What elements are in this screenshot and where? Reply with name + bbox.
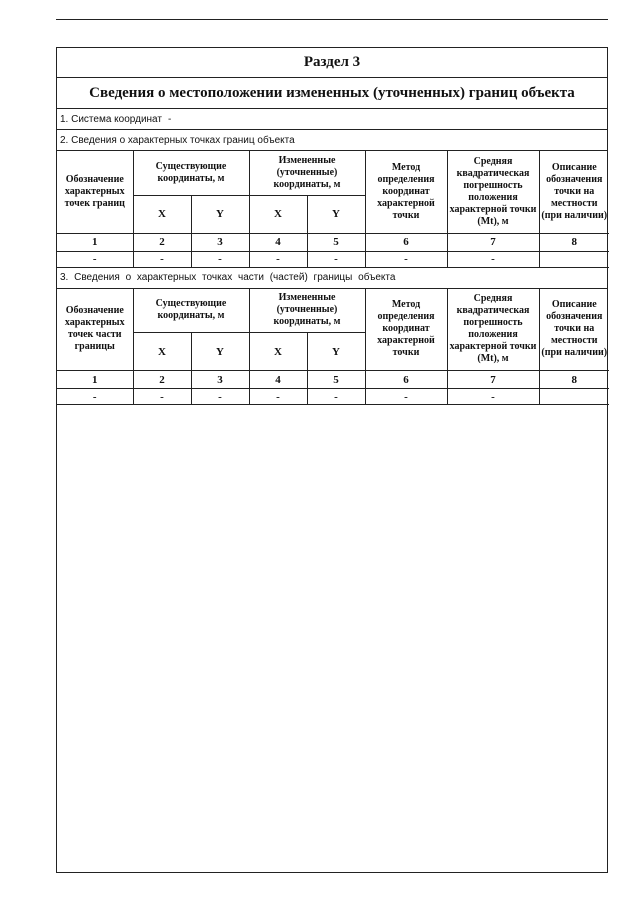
table1-cell: - bbox=[133, 251, 191, 267]
table1-cell: - bbox=[57, 251, 133, 267]
table2-cell: - bbox=[249, 389, 307, 405]
table2-header-point-designation: Обозначение характерных точек части границы bbox=[57, 289, 133, 371]
section-subtitle: Сведения о местоположении измененных (уточненных) границ объекта bbox=[57, 78, 607, 109]
table-row bbox=[57, 251, 609, 267]
table2-cell: - bbox=[133, 389, 191, 405]
table2-colnum: 3 bbox=[191, 371, 249, 389]
table2-colnum: 2 bbox=[133, 371, 191, 389]
table1-colnum: 1 bbox=[57, 233, 133, 251]
table1-colnum: 7 bbox=[447, 233, 539, 251]
table1-colnum: 3 bbox=[191, 233, 249, 251]
table1-colnum: 8 bbox=[539, 233, 609, 251]
table1-colnum: 5 bbox=[307, 233, 365, 251]
table1-cell: - bbox=[365, 251, 447, 267]
table2-header-method: Метод определения координат характерной точки bbox=[365, 289, 447, 371]
table2-colnum: 5 bbox=[307, 371, 365, 389]
table1-colnum: 6 bbox=[365, 233, 447, 251]
table2-cell: - bbox=[191, 389, 249, 405]
table1-colnum: 4 bbox=[249, 233, 307, 251]
table2-header-x-changed: X bbox=[249, 333, 307, 371]
table1-header-x-existing: X bbox=[133, 195, 191, 233]
table1-cell: - bbox=[249, 251, 307, 267]
table1-header-y-existing: Y bbox=[191, 195, 249, 233]
table2-header-changed-coords: Измененные (уточненные) координаты, м bbox=[249, 289, 365, 333]
table2-colnum: 4 bbox=[249, 371, 307, 389]
table2-column-numbers bbox=[57, 371, 609, 389]
table2-cell: - bbox=[307, 389, 365, 405]
coordinate-system-value: - bbox=[167, 113, 172, 125]
table1-colnum: 2 bbox=[133, 233, 191, 251]
coordinate-system-line bbox=[57, 109, 607, 130]
table2-colnum: 7 bbox=[447, 371, 539, 389]
table1-column-numbers bbox=[57, 233, 609, 251]
table1-cell: - bbox=[447, 251, 539, 267]
table1-title: 2. Сведения о характерных точках границ объекта bbox=[57, 130, 607, 151]
table1-header-method: Метод определения координат характерной точки bbox=[365, 151, 447, 233]
table2-colnum: 8 bbox=[539, 371, 609, 389]
table2-header-mean-error: Средняя квадратическая погрешность положения характерной точки (Mt), м bbox=[447, 289, 539, 371]
table2-colnum: 6 bbox=[365, 371, 447, 389]
table2-cell: - bbox=[57, 389, 133, 405]
table2-header-y-existing: Y bbox=[191, 333, 249, 371]
table-row bbox=[57, 389, 609, 405]
table1-cell bbox=[539, 251, 609, 267]
table2-title: 3. Сведения о характерных точках части (частей) границы объекта bbox=[57, 268, 607, 289]
table2-cell bbox=[539, 389, 609, 405]
table1-header-y-changed: Y bbox=[307, 195, 365, 233]
table2-cell: - bbox=[447, 389, 539, 405]
table2-part-boundary-points bbox=[57, 289, 609, 406]
form-frame bbox=[56, 47, 608, 873]
table1-header-x-changed: X bbox=[249, 195, 307, 233]
table1-boundary-points bbox=[57, 151, 609, 268]
table2-colnum: 1 bbox=[57, 371, 133, 389]
table1-header-existing-coords: Существующие координаты, м bbox=[133, 151, 249, 195]
table2-header-y-changed: Y bbox=[307, 333, 365, 371]
table2-header-x-existing: X bbox=[133, 333, 191, 371]
table2-header-existing-coords: Существующие координаты, м bbox=[133, 289, 249, 333]
table2-header-description: Описание обозначения точки на местности (при наличии) bbox=[539, 289, 609, 371]
table2-cell: - bbox=[365, 389, 447, 405]
table1-header-description: Описание обозначения точки на местности (при наличии) bbox=[539, 151, 609, 233]
table1-header-mean-error: Средняя квадратическая погрешность положения характерной точки (Mt), м bbox=[447, 151, 539, 233]
top-rule bbox=[56, 19, 608, 20]
table1-cell: - bbox=[307, 251, 365, 267]
table1-header-point-designation: Обозначение характерных точек границ bbox=[57, 151, 133, 233]
table1-cell: - bbox=[191, 251, 249, 267]
coordinate-system-label: 1. Система координат bbox=[60, 113, 162, 125]
table1-header-changed-coords: Измененные (уточненные) координаты, м bbox=[249, 151, 365, 195]
section-title: Раздел 3 bbox=[57, 48, 607, 78]
